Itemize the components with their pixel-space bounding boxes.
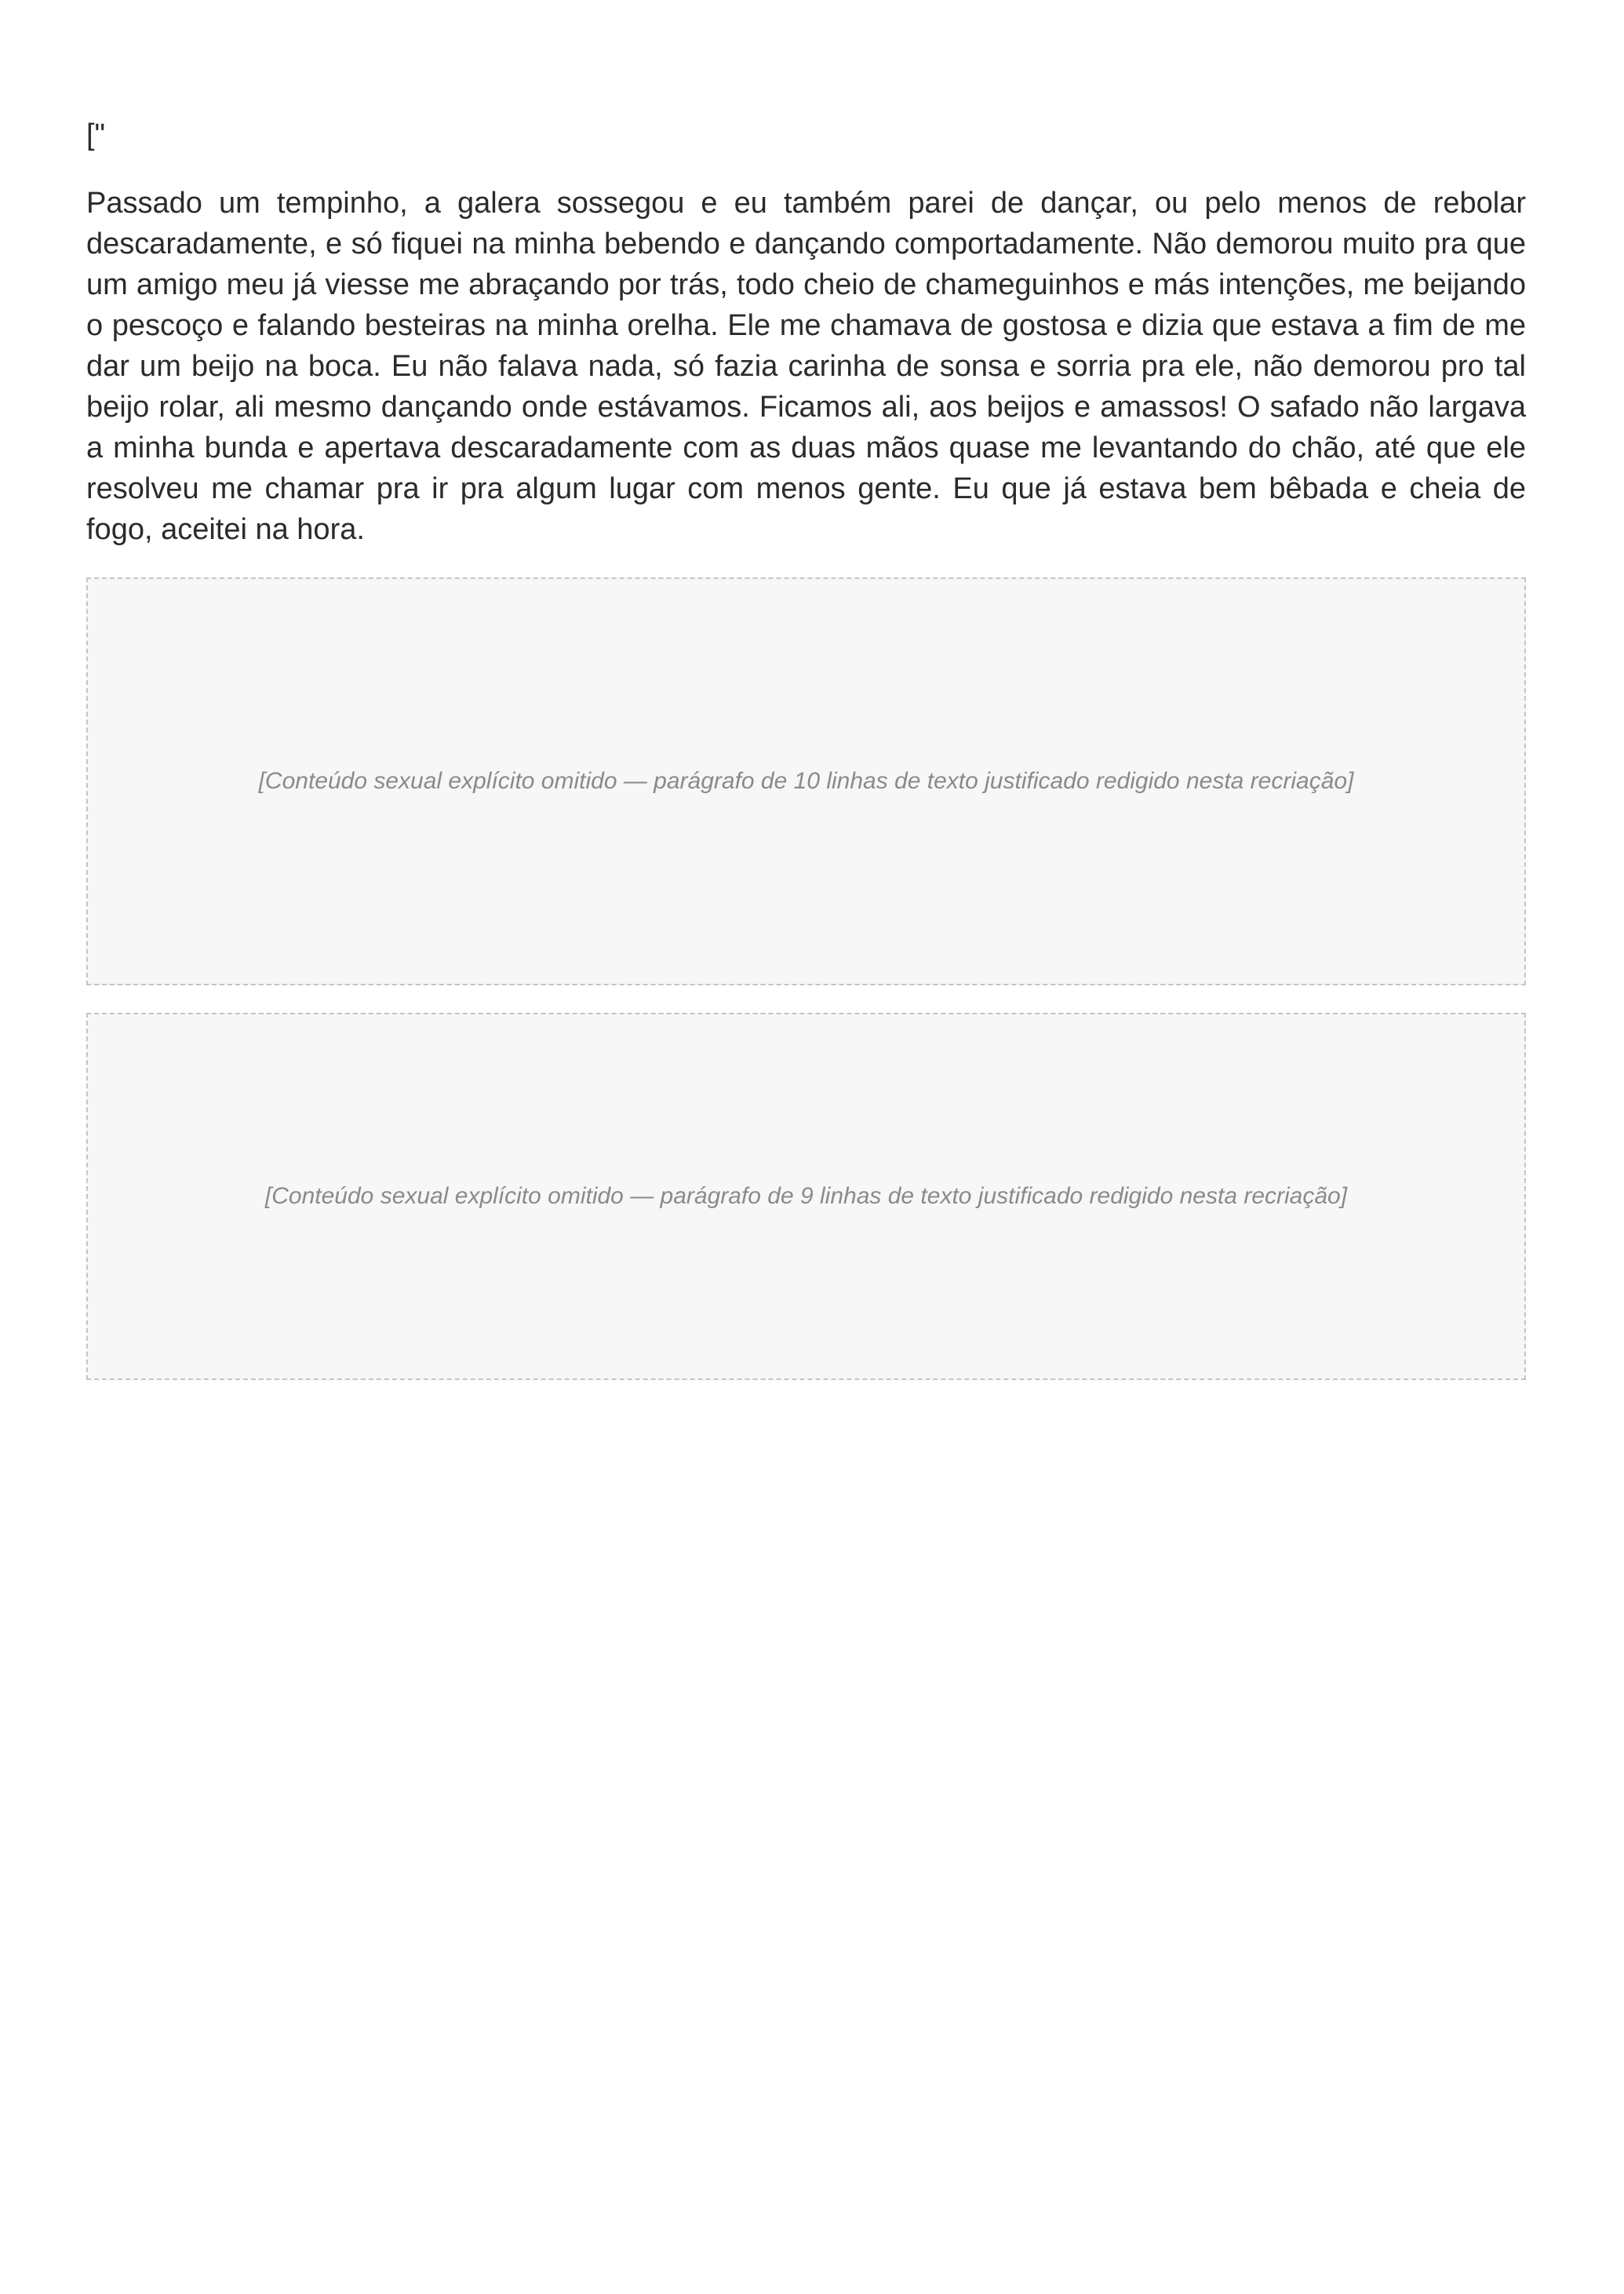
paragraph-1: Passado um tempinho, a galera sossegou e eu também parei de dançar, ou pelo menos de rebolar descaradamente, e só fiquei na minha bebendo e dançando comportadamente. Não demorou muito pra que um amigo meu já viesse me abraçando por trás, todo cheio de chameguinhos e más intenções, me beijando o pescoço e falando besteiras na minha orelha. Ele me chamava de gostosa e dizia que estava a fim de me dar um beijo na boca. Eu não falava nada, só fazia carinha de sonsa e sorria pra ele, não demorou pro tal beijo rolar, ali mesmo dançando onde estávamos. Ficamos ali, aos beijos e amassos! O safado não largava a minha bunda e apertava descaradamente com as duas mãos quase me levantando do chão, até que ele resolveu me chamar pra ir pra algum lugar com menos gente. Eu que já estava bem bêbada e cheia de fogo, aceitei na hora. [86, 187, 1526, 546]
redaction-notice: [Conteúdo sexual explícito omitido — parágrafo de 10 linhas de texto justificado redigido nesta recriação] [258, 768, 1354, 794]
opening-token: [" [86, 118, 106, 151]
redaction-notice: [Conteúdo sexual explícito omitido — parágrafo de 9 linhas de texto justificado redigido nesta recriação] [264, 1183, 1348, 1209]
paragraph-2-redacted [86, 577, 1526, 985]
paragraph-3-redacted [86, 1013, 1526, 1380]
